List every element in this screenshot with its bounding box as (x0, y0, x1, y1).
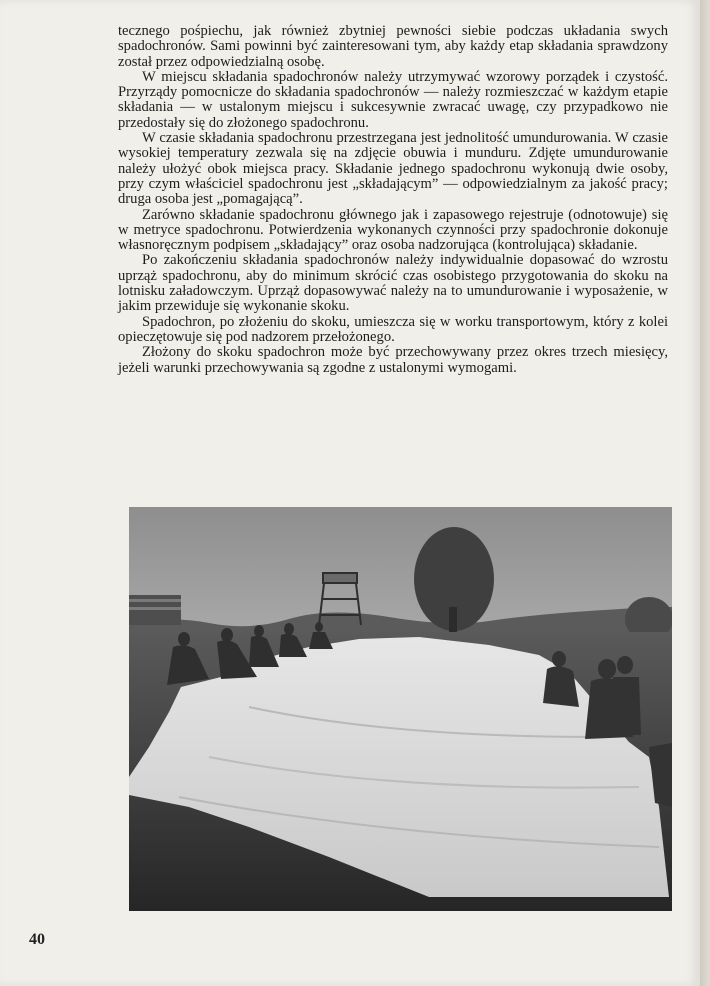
body-text (118, 24, 668, 376)
page-edge (700, 0, 710, 986)
paragraph: Po zakończeniu składania spadochronów należy indywidualnie dopasować do wzrostu uprząż spadochronu, aby do minimum skrócić czas osobistego przygotowania do skoku na lotnisku załadowczym. Uprząż dopasowywać należy na to umundurowanie i wyposażenie, w jakim przewiduje się wykonanie skoku. (118, 252, 668, 315)
paragraph: Złożony do skoku spadochron może być przechowywany przez okres trzech miesięcy, jeżeli warunki przechowywania są zgodne z ustalonymi wymogami. (118, 344, 668, 376)
paragraph: W czasie składania spadochronu przestrzegana jest jednolitość umundurowania. W czasie wysokiej temperatury zezwala się na zdjęcie obuwia i munduru. Zdjęte umundurowanie należy ułożyć obok miejsca pracy. Składanie jednego spadochronu wykonują dwie osoby, przy czym właściciel spadochronu jest „składającym” — odpowiedzialnym za jakość pracy; druga osoba jest „pomagającą”. (118, 130, 668, 208)
paragraph: Spadochron, po złożeniu do skoku, umieszcza się w worku transportowym, który z kolei opieczętowuje się pod nadzorem przełożonego. (118, 313, 668, 345)
paragraph: Zarówno składanie spadochronu głównego jak i zapasowego rejestruje (odnotowuje) się w metryce spadochronu. Potwierdzenia wykonanych czynności przy spadochronie dokonuje własnoręcznym podpisem „składający” oraz osoba nadzorująca (kontrolująca) składanie. (118, 206, 668, 254)
paragraph: W miejscu składania spadochronów należy utrzymywać wzorowy porządek i czystość. Przyrządy pomocnicze do składania spadochronów — należy rozmieszczać w każdym etapie składania — w ustalonym miejscu i sukcesywnie zwracać uwagę, czy przypadkowo nie przedostały się do złożonego spadochronu. (118, 68, 668, 131)
page-number: 40 (29, 931, 45, 948)
parachute-folding-photo (129, 507, 672, 911)
paragraph: tecznego pośpiechu, jak również zbytniej pewności siebie podczas układania swych spadochronów. Sami powinni być zainteresowani tym, aby każdy etap składania sprawdzony został przez odpowiedzialną osobę. (118, 23, 668, 70)
